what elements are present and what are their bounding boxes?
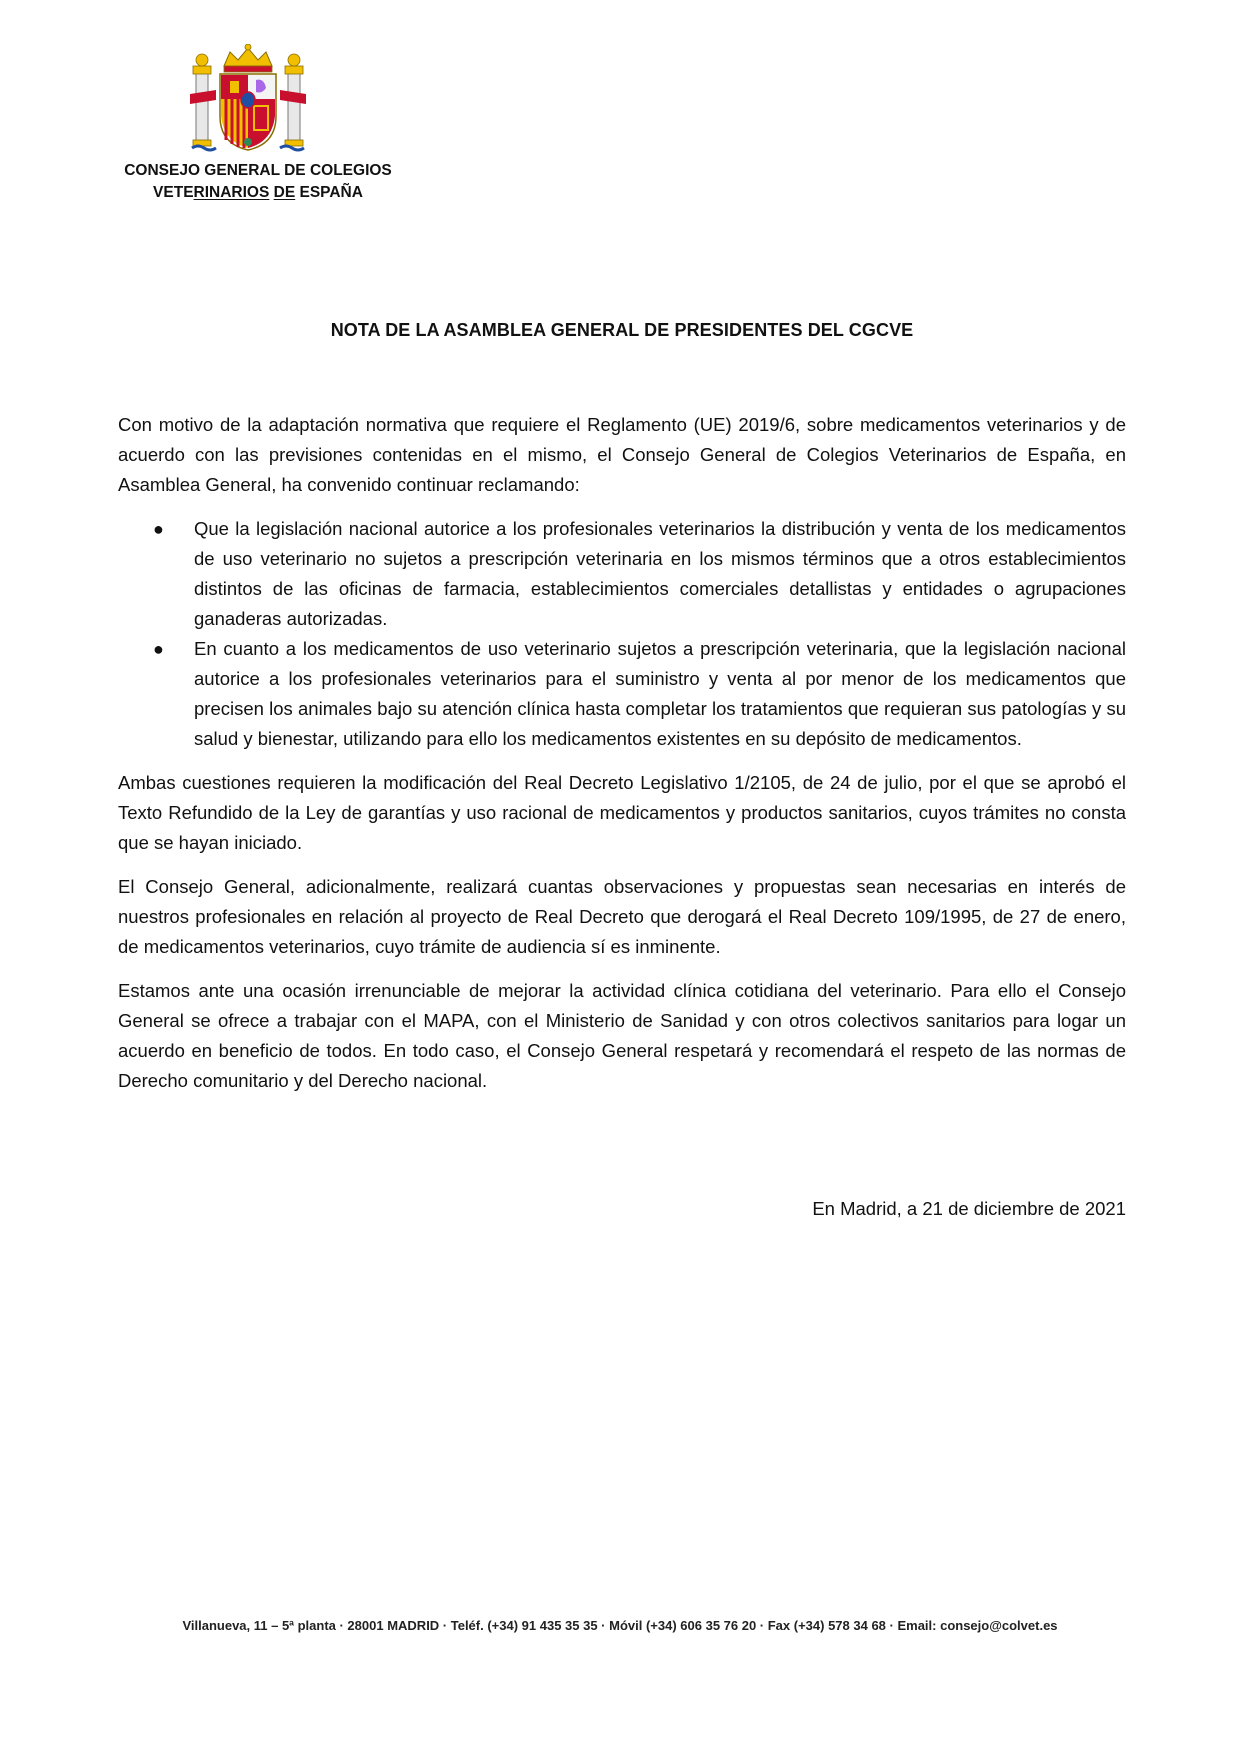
org-name-part: ESPAÑA — [295, 184, 363, 201]
org-name-part-underlined: DE — [273, 184, 296, 201]
list-item — [153, 634, 1126, 754]
demands-list — [118, 514, 1126, 754]
list-item — [153, 514, 1126, 634]
paragraph-2: Ambas cuestiones requieren la modificación del Real Decreto Legislativo 1/2105, de 24 de julio, por el que se aprobó el Texto Refundido de la Ley de garantías y uso racional de medicamentos y productos sanitarios, cuyos trámites no consta que se hayan iniciado. — [118, 772, 1126, 853]
org-name-line1: CONSEJO GENERAL DE COLEGIOS — [124, 162, 392, 179]
coat-of-arms-icon — [188, 44, 308, 154]
organization-name — [118, 160, 398, 204]
document-body — [118, 410, 1126, 1110]
list-item-text: Que la legislación nacional autorice a los profesionales veterinarios la distribución y venta de los medicamentos de uso veterinario no sujetos a prescripción veterinaria en los mismos términos que a otros establecimientos distintos de las oficinas de farmacia, establecimientos comerciales detallistas y entidades o agrupaciones ganaderas autorizadas. — [194, 518, 1126, 629]
intro-paragraph: Con motivo de la adaptación normativa que requiere el Reglamento (UE) 2019/6, sobre medicamentos veterinarios y de acuerdo con las previsiones contenidas en el mismo, el Consejo General de Colegios Veterinarios de España, en Asamblea General, ha convenido continuar reclamando: — [118, 414, 1126, 495]
paragraph-4: Estamos ante una ocasión irrenunciable de mejorar la actividad clínica cotidiana del veterinario. Para ello el Consejo General se ofrece a trabajar con el MAPA, con el Ministerio de Sanidad y con otros colectivos sanitarios para logar un acuerdo en beneficio de todos. En todo caso, el Consejo General respetará y recomendará el respeto de las normas de Derecho comunitario y del Derecho nacional. — [118, 980, 1126, 1091]
list-item-text: En cuanto a los medicamentos de uso veterinario sujetos a prescripción veterinaria, que la legislación nacional autorice a los profesionales veterinarios para el suministro y venta al por menor de los medicamentos que precisen los animales bajo su atención clínica hasta completar los tratamientos que requieran sus patologías y su salud y bienestar, utilizando para ello los medicamentos existentes en su depósito de medicamentos. — [194, 638, 1126, 749]
org-name-part-underlined: RINARIOS — [193, 184, 270, 201]
bullet-icon: ● — [153, 519, 164, 539]
footer-contact: Villanueva, 11 – 5ª planta · 28001 MADRID · Teléf. (+34) 91 435 35 35 · Móvil (+34) 606 35 76 20 · Fax (+34) 578 34 68 · Email: consejo@colvet.es — [182, 1618, 1058, 1633]
document-title: NOTA DE LA ASAMBLEA GENERAL DE PRESIDENTES DEL CGCVE — [330, 320, 914, 340]
paragraph-3: El Consejo General, adicionalmente, realizará cuantas observaciones y propuestas sean necesarias en interés de nuestros profesionales en relación al proyecto de Real Decreto que derogará el Real Decreto 109/1995, de 27 de enero, de medicamentos veterinarios, cuyo trámite de audiencia sí es inminente. — [118, 876, 1126, 957]
place-and-date: En Madrid, a 21 de diciembre de 2021 — [812, 1198, 1126, 1219]
bullet-icon: ● — [153, 639, 164, 659]
org-name-line2 — [118, 182, 398, 204]
org-name-part: VETE — [153, 184, 194, 201]
